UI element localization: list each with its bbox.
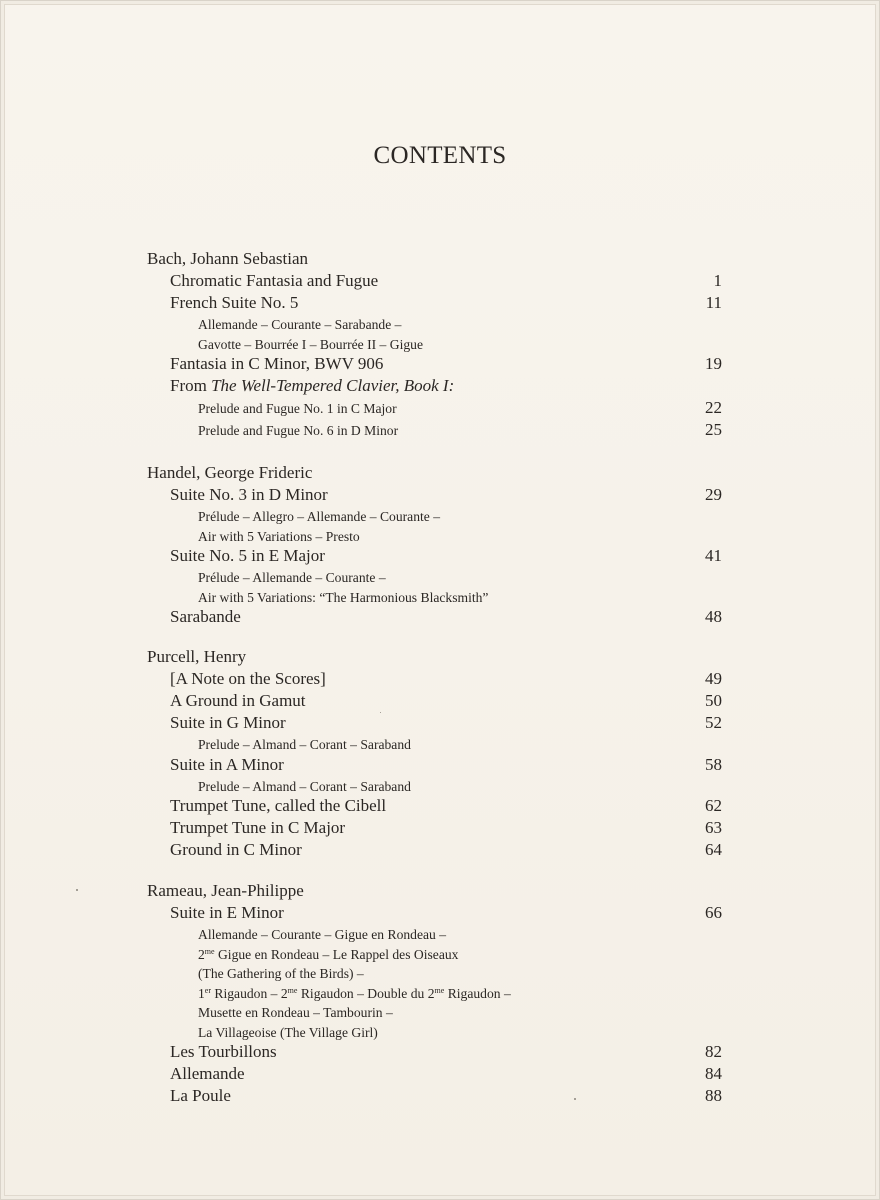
- movement-list-line: [0, 1023, 880, 1043]
- work-entry: [0, 354, 880, 376]
- sub-work-entry: [0, 420, 880, 442]
- movement-text: [198, 986, 511, 1002]
- page-title: CONTENTS: [373, 142, 507, 169]
- work-title: Suite in G Minor: [170, 713, 286, 732]
- work-title: Fantasia in C Minor, BWV 906: [170, 354, 384, 373]
- work-entry: [0, 271, 880, 293]
- movement-text: La Villageoise (The Village Girl): [198, 1024, 378, 1040]
- page-number: 88: [705, 1086, 722, 1105]
- paper-speck: [76, 889, 78, 891]
- work-entry: [0, 376, 880, 398]
- page-number: 1: [713, 271, 722, 290]
- work-title: Trumpet Tune in C Major: [170, 818, 346, 837]
- page-number: 19: [705, 354, 722, 373]
- movement-text: Musette en Rondeau – Tambourin –: [198, 1005, 393, 1020]
- movement-text: Gavotte – Bourrée I – Bourrée II – Gigue: [198, 336, 423, 352]
- page-number: 11: [705, 293, 722, 312]
- work-entry: [0, 691, 880, 713]
- work-title: Suite No. 5 in E Major: [170, 546, 325, 565]
- work-title: Suite No. 3 in D Minor: [170, 485, 328, 504]
- composer-name: [0, 647, 880, 669]
- composer-label: Purcell, Henry: [147, 647, 247, 666]
- work-entry: [0, 755, 880, 777]
- page-number: 66: [705, 903, 722, 922]
- movement-list-line: [0, 925, 880, 945]
- movement-text: (The Gathering of the Birds) –: [198, 966, 364, 981]
- composer-section-purcell: [0, 647, 880, 862]
- work-title: Sarabande: [170, 607, 241, 626]
- work-title: A Ground in Gamut: [170, 691, 306, 710]
- page-number: 64: [705, 840, 722, 859]
- movement-text: Prélude – Allegro – Allemande – Courante –: [198, 509, 440, 524]
- movement-text: Prélude – Allemande – Courante –: [198, 570, 386, 585]
- movement-list-line: [0, 945, 880, 965]
- work-title-prefix: From: [170, 376, 212, 395]
- movement-list-line: [0, 527, 880, 547]
- work-entry: [0, 818, 880, 840]
- work-entry: [0, 607, 880, 629]
- movement-text-part: Rigaudon – 2: [211, 985, 288, 1001]
- work-entry: [0, 840, 880, 862]
- collection-title: The Well-Tempered Clavier, Book I:: [211, 376, 455, 395]
- page-number: 29: [705, 485, 722, 504]
- composer-section-rameau: [0, 881, 880, 1108]
- movement-list-line: [0, 568, 880, 588]
- work-title: Les Tourbillons: [170, 1042, 277, 1061]
- work-entry: [0, 485, 880, 507]
- movement-list-line: [0, 507, 880, 527]
- work-entry: [0, 796, 880, 818]
- composer-name: [0, 881, 880, 903]
- work-title: [A Note on the Scores]: [170, 669, 326, 688]
- page-number: 84: [705, 1064, 722, 1083]
- work-title: French Suite No. 5: [170, 293, 299, 312]
- ordinal-superscript: me: [204, 946, 215, 956]
- sub-work-entry: [0, 398, 880, 420]
- movement-text-part: 2: [198, 946, 205, 962]
- work-entry: [0, 1086, 880, 1108]
- composer-label: Handel, George Frideric: [147, 463, 313, 482]
- work-entry: [0, 293, 880, 315]
- page-number: 63: [705, 818, 722, 837]
- composer-section-bach: [0, 249, 880, 442]
- movement-list-line: [0, 735, 880, 755]
- page-number: 48: [705, 607, 722, 626]
- work-title: La Poule: [170, 1086, 231, 1105]
- composer-name: [0, 249, 880, 271]
- work-title: Prelude and Fugue No. 1 in C Major: [198, 401, 397, 416]
- composer-label: Bach, Johann Sebastian: [147, 249, 308, 268]
- work-title: Allemande: [170, 1064, 245, 1083]
- page-number: 22: [705, 398, 722, 417]
- movement-text-part: 1: [198, 985, 205, 1001]
- movement-list-line: [0, 984, 880, 1004]
- page-number: 50: [705, 691, 722, 710]
- movement-text: Allemande – Courante – Sarabande –: [198, 317, 402, 332]
- ordinal-superscript: me: [287, 985, 298, 995]
- work-title: [170, 376, 454, 396]
- composer-section-handel: [0, 463, 880, 629]
- work-entry: [0, 546, 880, 568]
- movement-text: Prelude – Almand – Corant – Saraband: [198, 737, 411, 752]
- movement-text-part: Gigue en Rondeau – Le Rappel des Oiseaux: [214, 946, 459, 962]
- movement-text: Air with 5 Variations – Presto: [198, 528, 360, 544]
- ordinal-superscript: er: [204, 985, 212, 995]
- page-number: 58: [705, 754, 722, 774]
- work-title: Chromatic Fantasia and Fugue: [170, 271, 379, 290]
- work-title: Trumpet Tune, called the Cibell: [170, 796, 387, 815]
- page-number: 49: [705, 669, 722, 688]
- work-title: Prelude and Fugue No. 6 in D Minor: [198, 423, 399, 438]
- movement-list-line: [0, 315, 880, 335]
- paper-speck: [574, 1098, 576, 1100]
- page-number: 41: [705, 546, 722, 565]
- work-title: Suite in E Minor: [170, 903, 284, 922]
- movement-text: [198, 947, 458, 963]
- movement-text-part: Rigaudon – Double du 2: [297, 985, 435, 1001]
- work-entry: [0, 1064, 880, 1086]
- work-title: Suite in A Minor: [170, 754, 284, 774]
- movement-text: Prelude – Almand – Corant – Saraband: [198, 778, 411, 794]
- movement-text-part: Rigaudon –: [444, 985, 511, 1001]
- ordinal-superscript: me: [434, 985, 445, 995]
- movement-list-line: [0, 588, 880, 608]
- work-entry: [0, 1042, 880, 1064]
- work-title: Ground in C Minor: [170, 840, 302, 859]
- movement-text: Air with 5 Variations: “The Harmonious Blacksmith”: [198, 589, 489, 605]
- movement-text: Allemande – Courante – Gigue en Rondeau –: [198, 927, 447, 942]
- work-entry: [0, 713, 880, 735]
- work-entry: [0, 903, 880, 925]
- composer-label: Rameau, Jean-Philippe: [147, 881, 304, 900]
- paper-speck: [380, 712, 381, 713]
- composer-name: [0, 463, 880, 485]
- work-entry: [0, 669, 880, 691]
- page-number: 52: [705, 713, 722, 732]
- page-number: 82: [705, 1042, 722, 1061]
- movement-list-line: [0, 335, 880, 355]
- movement-list-line: [0, 1003, 880, 1023]
- movement-list-line: [0, 964, 880, 984]
- page-number: 25: [705, 420, 722, 439]
- page-number: 62: [705, 796, 722, 815]
- movement-list-line: [0, 777, 880, 797]
